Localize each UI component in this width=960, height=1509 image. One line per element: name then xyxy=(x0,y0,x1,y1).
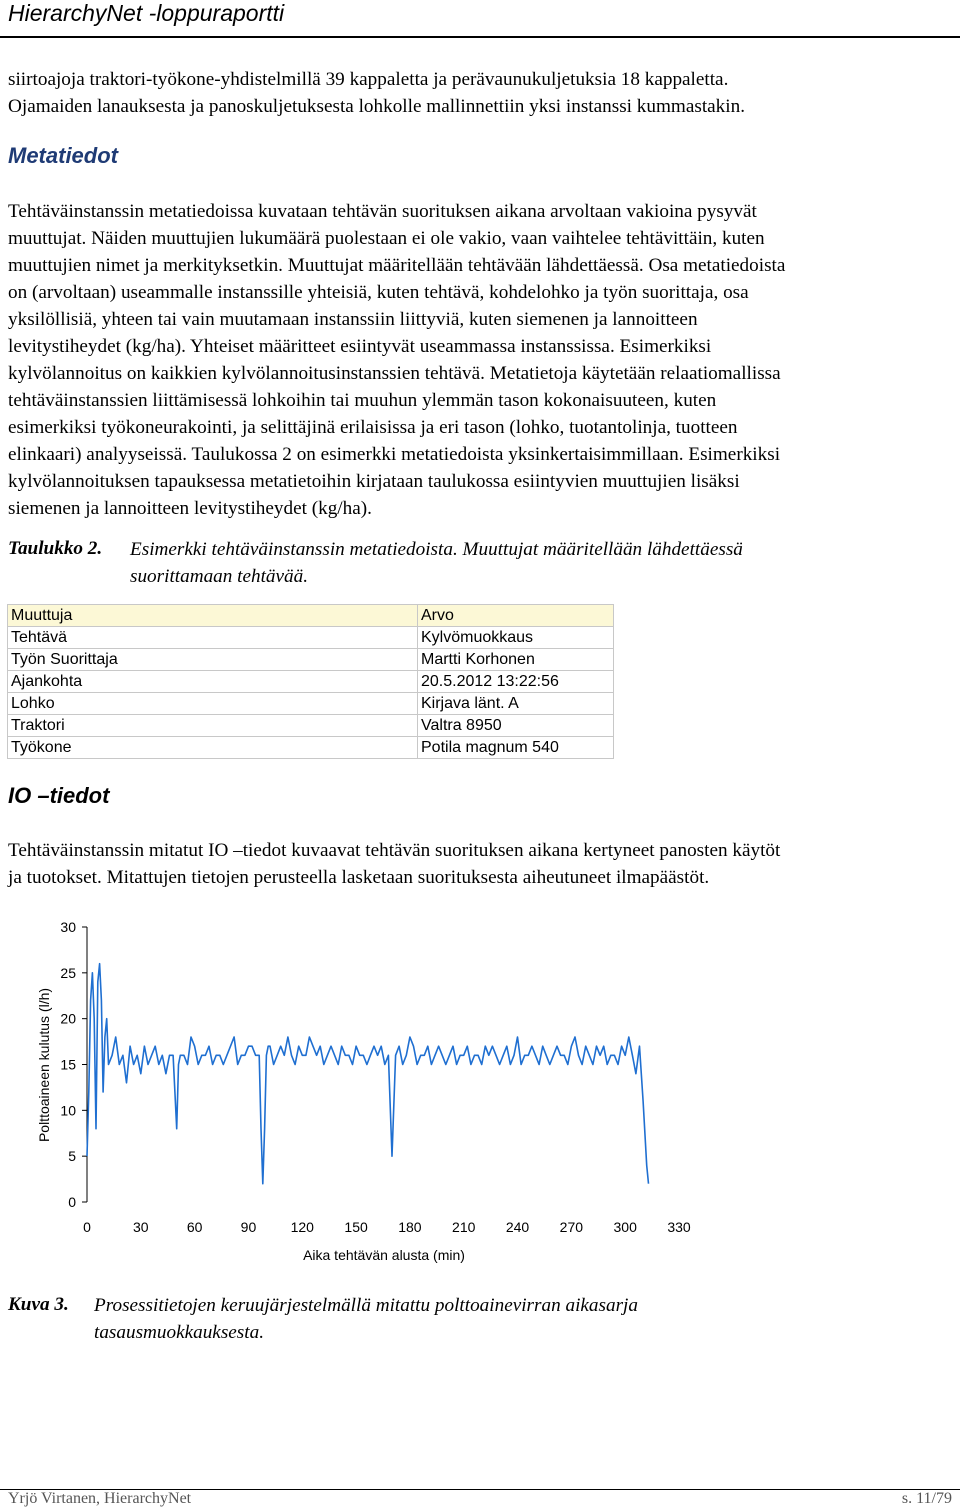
paragraph-line: elinkaari) analyyseissä. Taulukossa 2 on esimerkki metatiedoista yksinkertaisimmillaan. Esimerkiksi xyxy=(8,444,781,465)
metatiedot-heading: Metatiedot xyxy=(8,143,118,168)
y-tick-label: 10 xyxy=(60,1102,76,1119)
y-tick-label: 0 xyxy=(68,1194,76,1210)
value-cell: Potila magnum 540 xyxy=(418,737,614,759)
x-tick-label: 120 xyxy=(290,1219,314,1235)
variable-cell: Traktori xyxy=(8,715,418,737)
x-tick-label: 150 xyxy=(344,1219,368,1235)
metadata-table xyxy=(7,604,614,759)
variable-cell: Lohko xyxy=(8,693,418,715)
paragraph-line: muuttujien nimet ja merkityksetkin. Muuttujat määritellään tehtävään lähdettäessä. Osa metatiedoista xyxy=(8,255,786,276)
x-tick-label: 210 xyxy=(452,1219,476,1235)
figure-caption-text xyxy=(94,1292,638,1346)
variable-cell: Ajankohta xyxy=(8,671,418,693)
variable-cell: Työn Suorittaja xyxy=(8,649,418,671)
y-tick-label: 5 xyxy=(68,1148,76,1165)
intro-line: siirtoajoja traktori-työkone-yhdistelmillä 39 kappaletta ja perävaunukuljetuksia 18 kappaletta. xyxy=(8,69,729,90)
paragraph-line: Tehtäväinstanssin metatiedoissa kuvataan tehtävän suorituksen aikana arvoltaan vakioina pysyvät xyxy=(8,201,757,222)
paragraph-line: ja tuotokset. Mitattujen tietojen perusteella lasketaan suorituksesta aiheutuneet ilmapäästöt. xyxy=(8,867,710,888)
y-tick-label: 20 xyxy=(60,1010,76,1027)
table-row xyxy=(8,715,614,737)
paragraph-line: on (arvoltaan) useammalle instanssille yhteisiä, kuten tehtävä, kohdelohko ja työn suorittaja, osa xyxy=(8,282,749,303)
paragraph-line: yksilöllisiä, yhteen tai vain muutamaan instanssiin liittyviä, kuten siemenen ja lannoitteen xyxy=(8,309,698,330)
figure-caption-label: Kuva 3. xyxy=(8,1294,69,1315)
table-header-row xyxy=(8,605,614,627)
table-row xyxy=(8,627,614,649)
table-caption-label: Taulukko 2. xyxy=(8,538,103,559)
value-cell: 20.5.2012 13:22:56 xyxy=(418,671,614,693)
caption-line: tasausmuokkauksesta. xyxy=(94,1322,264,1343)
variable-cell: Tehtävä xyxy=(8,627,418,649)
paragraph-line: Tehtäväinstanssin mitatut IO –tiedot kuvaavat tehtävän suorituksen aikana kertyneet panosten käytöt xyxy=(8,840,781,861)
paragraph-line: siemenen ja lannoitteen levitystiheydet (kg/ha). xyxy=(8,498,372,519)
paragraph-line: esimerkiksi työkoneurakointi, ja selittäjinä erilaisissa ja eri tason (lohko, tuotantolinja, tuotteen xyxy=(8,417,738,438)
x-tick-label: 180 xyxy=(398,1219,422,1235)
x-tick-label: 330 xyxy=(667,1219,691,1235)
table-caption-text xyxy=(130,536,743,590)
x-tick-label: 300 xyxy=(613,1219,637,1235)
header-divider xyxy=(0,36,960,38)
table-row xyxy=(8,737,614,759)
metatiedot-paragraph xyxy=(8,198,956,522)
y-tick-label: 15 xyxy=(60,1056,76,1073)
page-number: s. 11/79 xyxy=(901,1490,952,1507)
y-tick-label: 30 xyxy=(60,919,76,935)
fuel-consumption-chart xyxy=(0,905,720,1275)
fuel-flow-series-line xyxy=(87,964,649,1184)
paragraph-line: kylvölannoituksen tapauksessa metatietoihin kirjataan taulukossa esiintyvien muuttujien lisäksi xyxy=(8,471,740,492)
x-tick-label: 90 xyxy=(240,1219,257,1235)
running-header-title: HierarchyNet -loppuraportti xyxy=(8,0,285,26)
table-row xyxy=(8,649,614,671)
footer-author: Yrjö Virtanen, HierarchyNet xyxy=(8,1490,192,1507)
io-heading: IO –tiedot xyxy=(8,783,110,808)
caption-line: suorittamaan tehtävää. xyxy=(130,566,309,587)
table-row xyxy=(8,671,614,693)
x-tick-label: 30 xyxy=(133,1219,149,1235)
intro-line: Ojamaiden lanauksesta ja panoskuljetuksesta lohkolle mallinnettiin yksi instanssi kummastakin. xyxy=(8,96,745,117)
x-tick-label: 0 xyxy=(83,1219,91,1235)
value-cell: Kylvömuokkaus xyxy=(418,627,614,649)
paragraph-line: levitystiheydet (kg/ha). Yhteiset määritteet esiintyvät useammassa instanssissa. Esimerkiksi xyxy=(8,336,712,357)
y-axis-title-group xyxy=(36,988,52,1142)
column-header: Muuttuja xyxy=(8,605,418,627)
column-header: Arvo xyxy=(418,605,614,627)
caption-line: Esimerkki tehtäväinstanssin metatiedoista. Muuttujat määritellään lähdettäessä xyxy=(130,539,743,560)
value-cell: Martti Korhonen xyxy=(418,649,614,671)
io-paragraph xyxy=(8,837,956,891)
paragraph-line: kylvölannoitus on kaikkien kylvölannoitusinstanssien tehtävä. Metatietoja käytetään relaatiomallissa xyxy=(8,363,781,384)
paragraph-line: muuttujat. Näiden muuttujien lukumäärä puolestaan ei ole vakio, vaan vaihtelee tehtävittäin, kuten xyxy=(8,228,765,249)
y-tick-label: 25 xyxy=(60,964,76,981)
x-axis-title: Aika tehtävän alusta (min) xyxy=(303,1247,465,1263)
x-tick-label: 240 xyxy=(505,1219,530,1235)
paragraph-line: tehtäväinstanssien liittämisessä lohkoihin tai muuhun ylemmän tason kokonaisuuteen, kuten xyxy=(8,390,717,411)
y-axis-title: Polttoaineen kulutus (l/h) xyxy=(36,987,52,1143)
variable-cell: Työkone xyxy=(8,737,418,759)
table-row xyxy=(8,693,614,715)
x-tick-label: 60 xyxy=(186,1219,203,1235)
x-tick-label: 270 xyxy=(559,1219,584,1235)
value-cell: Valtra 8950 xyxy=(418,715,614,737)
caption-line: Prosessitietojen keruujärjestelmällä mitattu polttoainevirran aikasarja xyxy=(94,1295,638,1316)
intro-paragraph xyxy=(8,66,956,120)
value-cell: Kirjava länt. A xyxy=(418,693,614,715)
